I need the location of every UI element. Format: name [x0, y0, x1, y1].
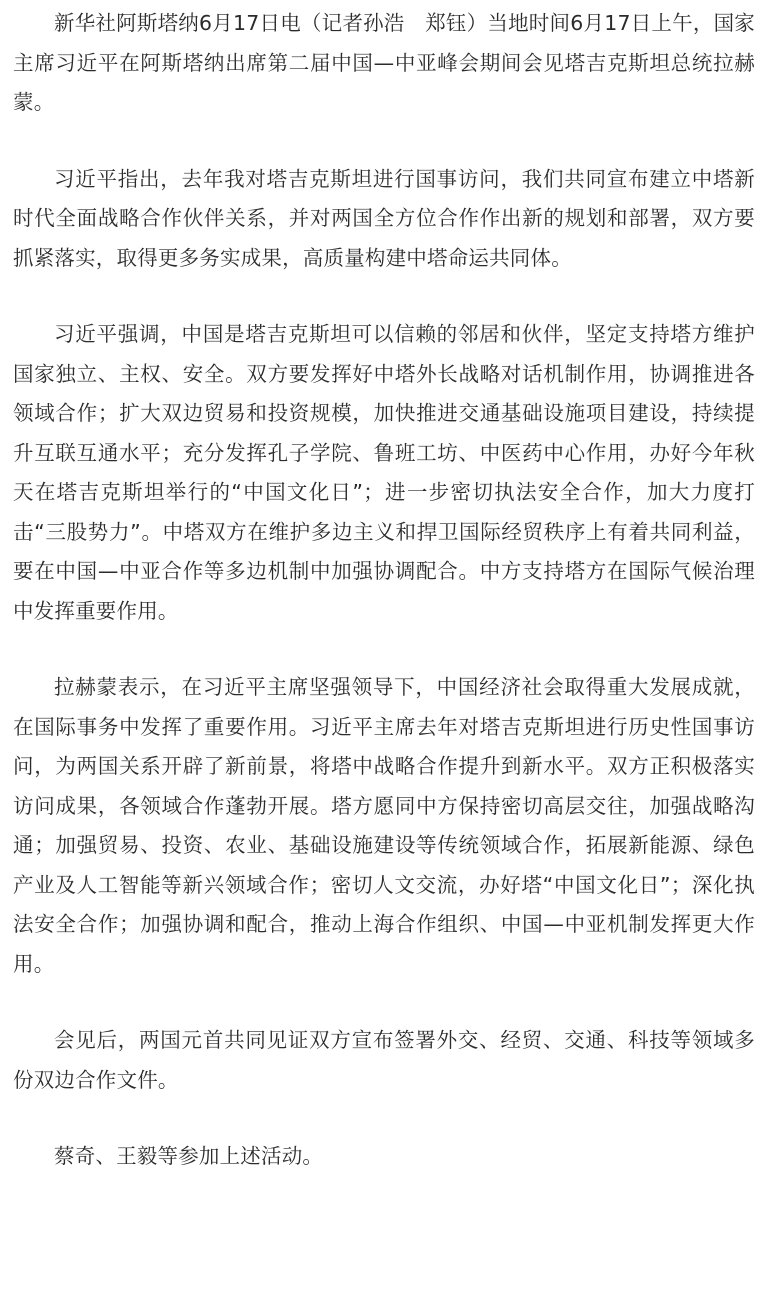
paragraph-5: 会见后，两国元首共同见证双方宣布签署外交、经贸、交通、科技等领域多份双边合作文件。 [13, 1028, 755, 1092]
paragraph-lead: 新华社阿斯塔纳6月17日电（记者孙浩 郑钰）当地时间6月17日上午，国家主席习近平在阿斯塔纳出席第二届中国—中亚峰会期间会见塔吉克斯坦总统拉赫蒙。 [13, 11, 755, 114]
paragraph-4: 拉赫蒙表示，在习近平主席坚强领导下，中国经济社会取得重大发展成就，在国际事务中发挥了重要作用。习近平主席去年对塔吉克斯坦进行历史性国事访问，为两国关系开辟了新前景，将塔中战略合作提升到新水平。双方正积极落实访问成果，各领域合作蓬勃开展。塔方愿同中方保持密切高层交往，加强战略沟通；加强贸易、投资、农业、基础设施建设等传统领域合作，拓展新能源、绿色产业及人工智能等新兴领域合作；密切人文交流，办好塔“中国文化日”；深化执法安全合作；加强协调和配合，推动上海合作组织、中国—中亚机制发挥更大作用。 [13, 675, 755, 976]
paragraph-2: 习近平指出，去年我对塔吉克斯坦进行国事访问，我们共同宣布建立中塔新时代全面战略合作伙伴关系，并对两国全方位合作作出新的规划和部署，双方要抓紧落实，取得更多务实成果，高质量构建中塔命运共同体。 [13, 166, 755, 270]
paragraph-6: 蔡奇、王毅等参加上述活动。 [54, 1144, 324, 1168]
article-body [13, 0, 755, 1177]
paragraph-3: 习近平强调，中国是塔吉克斯坦可以信赖的邻居和伙伴，坚定支持塔方维护国家独立、主权、安全。双方要发挥好中塔外长战略对话机制作用，协调推进各领域合作；扩大双边贸易和投资规模，加快推进交通基础设施项目建设，持续提升互联互通水平；充分发挥孔子学院、鲁班工坊、中医药中心作用，办好今年秋天在塔吉克斯坦举行的“中国文化日”；进一步密切执法安全合作，加大力度打击“三股势力”。中塔双方在维护多边主义和捍卫国际经贸秩序上有着共同利益，要在中国—中亚合作等多边机制中加强协调配合。中方支持塔方在国际气候治理中发挥重要作用。 [13, 322, 755, 623]
